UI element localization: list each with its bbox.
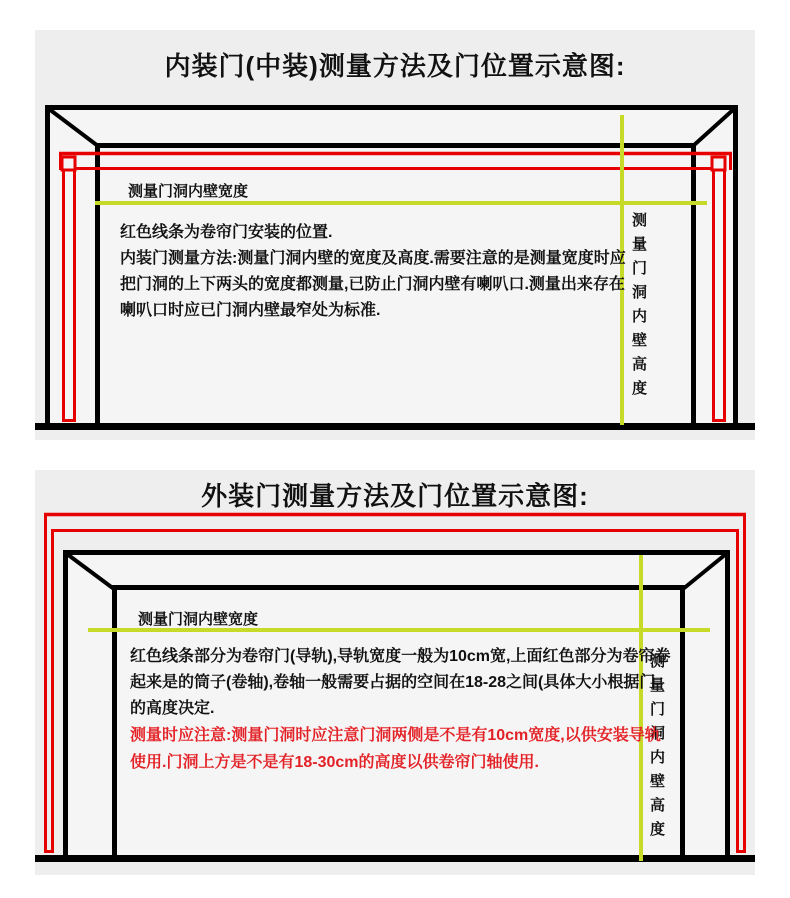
instruction-text-bottom-red [130,722,661,776]
text-line: 喇叭口时应已门洞内壁最窄处为标准. [120,302,381,319]
bottom-panel [35,470,755,875]
floor-line [35,423,755,430]
bottom-panel-title: 外装门测量方法及门位置示意图: [201,481,589,511]
top-panel [35,30,755,440]
width-measure-label-top: 测量门洞内壁宽度 [128,183,249,200]
width-measure-label-bottom: 测量门洞内壁宽度 [138,611,259,628]
text-line: 测量时应注意:测量门洞时应注意门洞两侧是不是有10cm宽度,以供安装导轨 [130,727,661,744]
instruction-text-bottom-black [130,644,671,722]
text-line: 的高度决定. [130,700,215,717]
text-line: 红色线条部分为卷帘门(导轨),导轨宽度一般为10cm宽,上面红色部分为卷帘卷 [130,648,671,665]
height-measure-label-bottom: 测量门洞内壁高度 [648,653,665,845]
text-line: 起来是的筒子(卷轴),卷轴一般需要占据的空间在18-28之间(具体大小根据门 [130,674,656,691]
text-line: 内装门测量方法:测量门洞内壁的宽度及高度.需要注意的是测量宽度时应 [120,250,626,267]
text-line: 使用.门洞上方是不是有18-30cm的高度以供卷帘门轴使用. [130,754,539,771]
floor-line [35,855,755,862]
instruction-text-top [120,220,640,324]
top-panel-title: 内装门(中装)测量方法及门位置示意图: [164,51,626,81]
text-line: 把门洞的上下两头的宽度都测量,已防止门洞内壁有喇叭口.测量出来存在 [120,276,625,293]
text-line: 红色线条为卷帘门安装的位置. [120,224,333,241]
height-measure-label-top: 测量门洞内壁高度 [630,212,647,404]
